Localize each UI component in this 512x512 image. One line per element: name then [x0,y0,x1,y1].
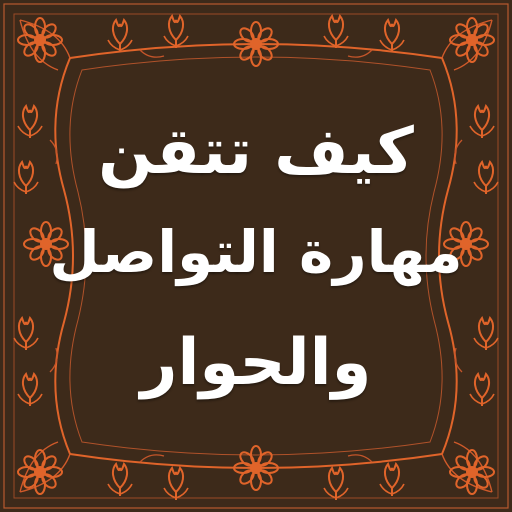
title-line-3: والحوار [140,326,372,400]
title-line-2: مهارة التواصل [49,218,463,286]
title-line-1: كيف تتقن [98,115,414,189]
